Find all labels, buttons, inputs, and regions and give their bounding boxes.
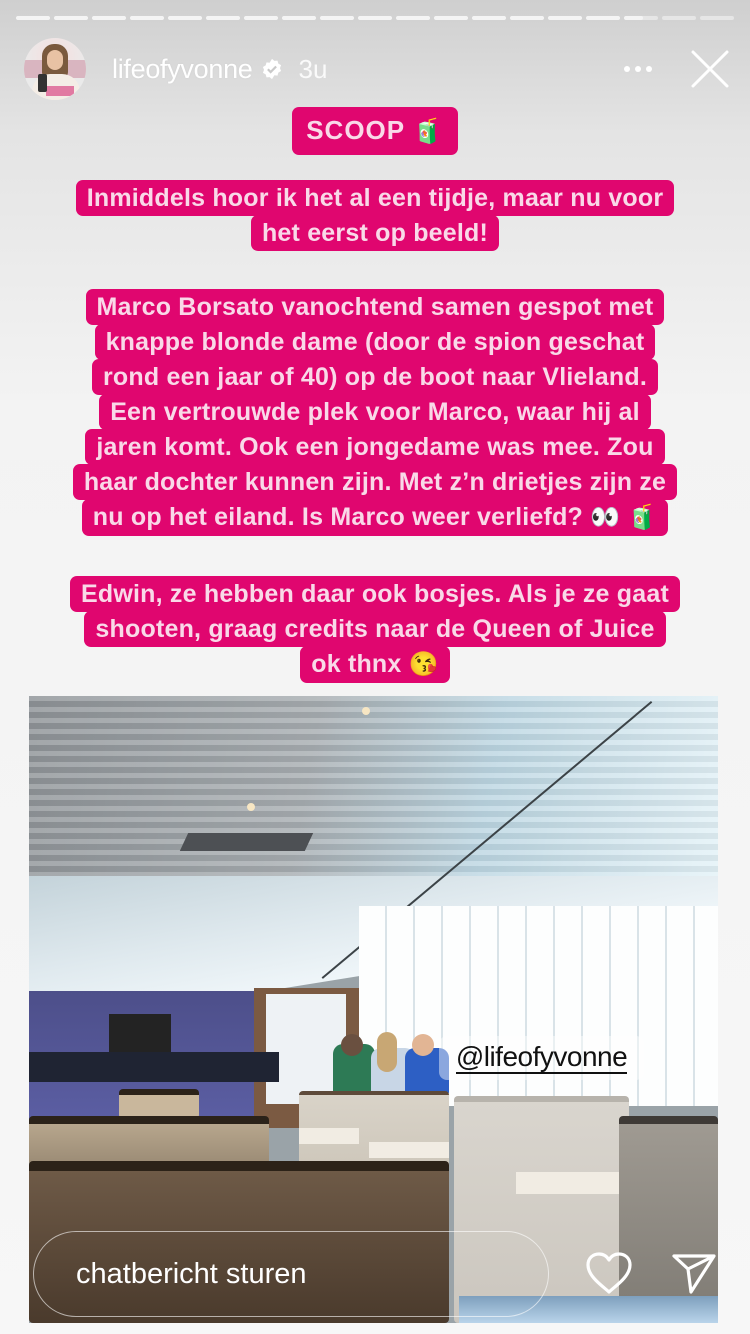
progress-segment xyxy=(548,16,582,20)
sticker-scoop xyxy=(0,107,750,155)
sticker-title-text: SCOOP xyxy=(306,115,405,145)
progress-segment xyxy=(624,16,658,20)
sticker-line: Edwin, ze hebben daar ook bosjes. Als je ze gaat xyxy=(70,576,680,612)
progress-segment xyxy=(244,16,278,20)
bench xyxy=(29,1116,269,1166)
sticker-line: knappe blonde dame (door de spion geschat xyxy=(95,324,656,360)
progress-segment xyxy=(168,16,202,20)
ceiling-light xyxy=(362,707,370,715)
more-options-icon[interactable] xyxy=(624,66,652,72)
username[interactable]: lifeofyvonne xyxy=(112,53,253,84)
progress-segment xyxy=(358,16,392,20)
send-icon[interactable] xyxy=(671,1252,717,1296)
sticker-line: jaren komt. Ook een jongedame was mee. Zou xyxy=(85,429,664,465)
eyes-juice-icon: 👀 🧃 xyxy=(590,504,658,531)
sticker-block-3 xyxy=(0,576,750,683)
table xyxy=(299,1128,359,1144)
kiss-face-icon: 😘 xyxy=(408,651,439,678)
progress-segment xyxy=(92,16,126,20)
verified-badge-icon xyxy=(261,58,283,80)
sticker-line: haar dochter kunnen zijn. Met z’n drietjes zijn ze xyxy=(73,464,677,500)
sticker-line-text: nu op het eiland. Is Marco weer verliefd? xyxy=(92,503,584,531)
reply-input[interactable] xyxy=(33,1231,549,1317)
sticker-line: rond een jaar of 40) op de boot naar Vlieland. xyxy=(92,359,658,395)
story-timestamp: 3u xyxy=(298,53,328,84)
progress-segment xyxy=(510,16,544,20)
sticker-title xyxy=(292,107,458,155)
progress-segment xyxy=(320,16,354,20)
sticker-block-2 xyxy=(0,289,750,536)
reply-placeholder: chatbericht sturen xyxy=(76,1257,307,1290)
progress-segment xyxy=(282,16,316,20)
avatar[interactable] xyxy=(24,38,86,100)
bench xyxy=(119,1089,199,1119)
progress-segment xyxy=(54,16,88,20)
counter xyxy=(29,1052,279,1082)
progress-segment xyxy=(586,16,620,20)
mention-text: @lifeofyvonne xyxy=(455,1041,628,1072)
sticker-block-1 xyxy=(0,180,750,251)
progress-segment xyxy=(662,16,696,20)
sticker-line-text: ok thnx xyxy=(311,650,402,678)
mention-sticker[interactable] xyxy=(439,1036,644,1080)
ceiling-vent xyxy=(180,833,313,851)
sticker-line: het eerst op beeld! xyxy=(251,215,499,251)
progress-segment xyxy=(700,16,734,20)
juice-box-icon: 🧃 xyxy=(412,118,444,145)
progress-segment xyxy=(206,16,240,20)
progress-segment xyxy=(396,16,430,20)
close-icon[interactable] xyxy=(690,49,730,89)
sticker-line: Een vertrouwde plek voor Marco, waar hij al xyxy=(99,394,651,430)
sticker-line: shooten, graag credits naar de Queen of Juice xyxy=(84,611,665,647)
story-photo xyxy=(29,696,718,1323)
table xyxy=(516,1172,621,1194)
heart-icon[interactable] xyxy=(584,1250,634,1296)
table xyxy=(369,1142,449,1158)
story-header xyxy=(24,38,730,100)
ceiling-light xyxy=(247,803,255,811)
progress-segment xyxy=(434,16,468,20)
sticker-line: Marco Borsato vanochtend samen gespot met xyxy=(86,289,665,325)
story-progress-bar xyxy=(16,16,734,20)
progress-segment xyxy=(472,16,506,20)
progress-segment xyxy=(16,16,50,20)
progress-segment xyxy=(130,16,164,20)
sticker-line: Inmiddels hoor ik het al een tijdje, maar nu voor xyxy=(76,180,675,216)
sticker-line xyxy=(82,499,668,536)
sticker-line xyxy=(300,646,450,683)
